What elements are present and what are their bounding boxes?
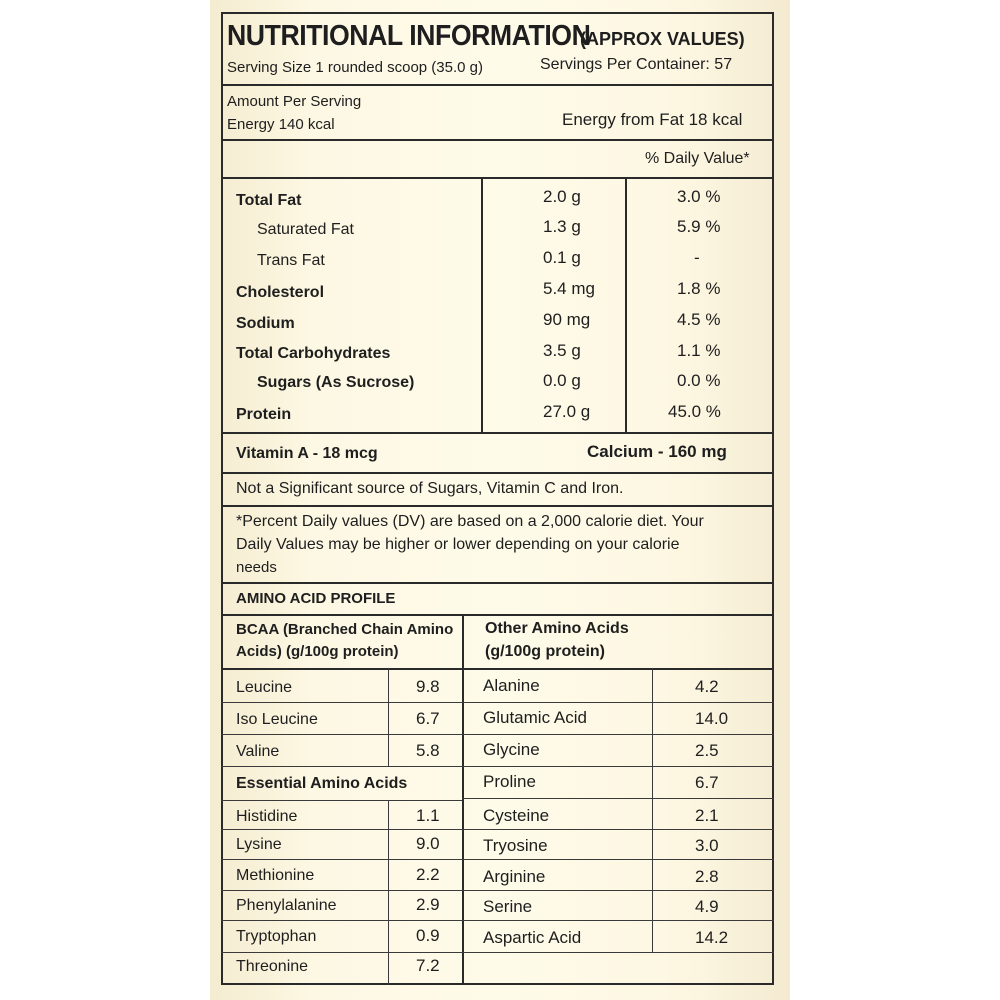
amino-name: Aspartic Acid bbox=[483, 928, 582, 947]
amino-name: Serine bbox=[483, 897, 533, 916]
amino-value: 14.2 bbox=[695, 928, 729, 947]
amino-name: Leucine bbox=[236, 679, 293, 696]
amino-name: Histidine bbox=[236, 808, 298, 825]
amino-value: 0.9 bbox=[416, 926, 440, 945]
amino-value: 1.1 bbox=[416, 806, 440, 825]
amino-value: 5.8 bbox=[416, 741, 440, 760]
label-subtitle: (APPROX VALUES) bbox=[580, 29, 745, 49]
nutrient-name: Saturated Fat bbox=[257, 221, 354, 238]
amino-value: 2.8 bbox=[695, 867, 719, 886]
row-divider bbox=[221, 829, 462, 830]
bcaa-header: Acids) (g/100g protein) bbox=[236, 643, 399, 660]
nutrient-amount: 2.0 g bbox=[543, 187, 581, 206]
row-divider bbox=[221, 800, 462, 801]
nutrient-name: Cholesterol bbox=[236, 284, 325, 301]
divider bbox=[221, 668, 774, 670]
row-divider bbox=[462, 798, 774, 799]
column-divider bbox=[481, 177, 483, 432]
nutrient-dv: 45.0 % bbox=[668, 402, 721, 421]
row-divider bbox=[221, 890, 462, 891]
other-amino-header: Other Amino Acids bbox=[485, 620, 629, 637]
nutrient-amount: 1.3 g bbox=[543, 217, 581, 236]
column-divider bbox=[625, 177, 627, 432]
amino-name: Tryosine bbox=[483, 836, 548, 855]
amino-value: 2.5 bbox=[695, 741, 719, 760]
row-divider bbox=[221, 702, 462, 703]
row-divider bbox=[221, 859, 462, 860]
energy-from-fat: Energy from Fat 18 kcal bbox=[562, 110, 743, 129]
amino-value: 14.0 bbox=[695, 709, 729, 728]
nutrient-amount: 0.0 g bbox=[543, 371, 581, 390]
amino-name: Glycine bbox=[483, 740, 540, 759]
row-divider bbox=[462, 766, 774, 767]
amino-value: 4.9 bbox=[695, 897, 719, 916]
amino-value: 2.1 bbox=[695, 806, 719, 825]
nutrient-dv: 5.9 % bbox=[677, 217, 721, 236]
amino-name: Tryptophan bbox=[236, 928, 317, 945]
nutrient-name: Sodium bbox=[236, 315, 295, 332]
amino-value: 6.7 bbox=[416, 709, 440, 728]
amino-name: Proline bbox=[483, 772, 536, 791]
row-divider bbox=[462, 859, 774, 860]
amino-value: 3.0 bbox=[695, 836, 719, 855]
nutrient-name: Sugars (As Sucrose) bbox=[257, 374, 415, 391]
nutrient-dv: 3.0 % bbox=[677, 187, 721, 206]
amino-name: Lysine bbox=[236, 836, 282, 853]
amino-name: Cysteine bbox=[483, 806, 550, 825]
amino-name: Threonine bbox=[236, 958, 309, 975]
row-divider bbox=[221, 734, 462, 735]
nutrient-dv: 1.8 % bbox=[677, 279, 721, 298]
nutrient-dv: - bbox=[694, 248, 700, 267]
nutrient-name: Total Carbohydrates bbox=[236, 345, 391, 362]
amino-name: Iso Leucine bbox=[236, 711, 318, 728]
nutrient-amount: 3.5 g bbox=[543, 341, 581, 360]
amino-name: Valine bbox=[236, 743, 280, 760]
row-divider bbox=[462, 890, 774, 891]
footnote-line: Daily Values may be higher or lower depending on your calorie bbox=[236, 536, 680, 553]
label-title: NUTRITIONAL INFORMATION bbox=[227, 20, 591, 52]
divider bbox=[221, 84, 774, 86]
column-divider bbox=[652, 668, 653, 952]
amino-value: 4.2 bbox=[695, 677, 719, 696]
footnote-line: *Percent Daily values (DV) are based on a 2,000 calorie diet. Your bbox=[236, 513, 704, 530]
nutrient-dv: 0.0 % bbox=[677, 371, 721, 390]
nutrient-dv: 4.5 % bbox=[677, 310, 721, 329]
divider bbox=[221, 139, 774, 141]
servings-per-container: Servings Per Container: 57 bbox=[540, 56, 733, 73]
column-divider bbox=[388, 668, 389, 766]
divider bbox=[221, 472, 774, 474]
row-divider bbox=[221, 952, 462, 953]
divider bbox=[221, 505, 774, 507]
amino-profile-title: AMINO ACID PROFILE bbox=[236, 590, 396, 607]
nutrient-name: Protein bbox=[236, 406, 292, 423]
nutrient-name: Total Fat bbox=[236, 192, 302, 209]
bcaa-header: BCAA (Branched Chain Amino bbox=[236, 621, 454, 638]
row-divider bbox=[221, 920, 462, 921]
essential-amino-header: Essential Amino Acids bbox=[236, 775, 408, 792]
amino-value: 2.2 bbox=[416, 865, 440, 884]
amino-value: 6.7 bbox=[695, 773, 719, 792]
amino-name: Alanine bbox=[483, 676, 540, 695]
nutrient-amount: 0.1 g bbox=[543, 248, 581, 267]
divider bbox=[221, 432, 774, 434]
row-divider bbox=[221, 766, 462, 767]
row-divider bbox=[462, 734, 774, 735]
nutrient-name: Trans Fat bbox=[257, 252, 325, 269]
amount-per-serving: Amount Per Serving bbox=[227, 93, 362, 110]
divider bbox=[221, 582, 774, 584]
amino-value: 9.0 bbox=[416, 834, 440, 853]
calcium: Calcium - 160 mg bbox=[587, 442, 727, 461]
daily-value-header: % Daily Value* bbox=[645, 150, 750, 167]
row-divider bbox=[462, 829, 774, 830]
footnote-line: needs bbox=[236, 559, 277, 576]
row-divider bbox=[462, 702, 774, 703]
energy-kcal: Energy 140 kcal bbox=[227, 116, 335, 133]
amino-value: 2.9 bbox=[416, 895, 440, 914]
serving-size: Serving Size 1 rounded scoop (35.0 g) bbox=[227, 59, 483, 76]
amino-name: Methionine bbox=[236, 867, 315, 884]
amino-value: 9.8 bbox=[416, 677, 440, 696]
divider bbox=[221, 177, 774, 179]
amino-name: Glutamic Acid bbox=[483, 708, 587, 727]
divider bbox=[221, 614, 774, 616]
amino-value: 7.2 bbox=[416, 956, 440, 975]
row-divider bbox=[462, 920, 774, 921]
amino-name: Phenylalanine bbox=[236, 897, 337, 914]
column-divider bbox=[388, 800, 389, 985]
nutrient-dv: 1.1 % bbox=[677, 341, 721, 360]
other-amino-header: (g/100g protein) bbox=[485, 643, 606, 660]
nutrient-amount: 5.4 mg bbox=[543, 279, 595, 298]
amino-name: Arginine bbox=[483, 867, 546, 886]
not-significant-note: Not a Significant source of Sugars, Vitamin C and Iron. bbox=[236, 480, 624, 497]
nutrient-amount: 27.0 g bbox=[543, 402, 591, 421]
nutrient-amount: 90 mg bbox=[543, 310, 591, 329]
vitamin-a: Vitamin A - 18 mcg bbox=[236, 445, 378, 462]
row-divider bbox=[462, 952, 774, 953]
